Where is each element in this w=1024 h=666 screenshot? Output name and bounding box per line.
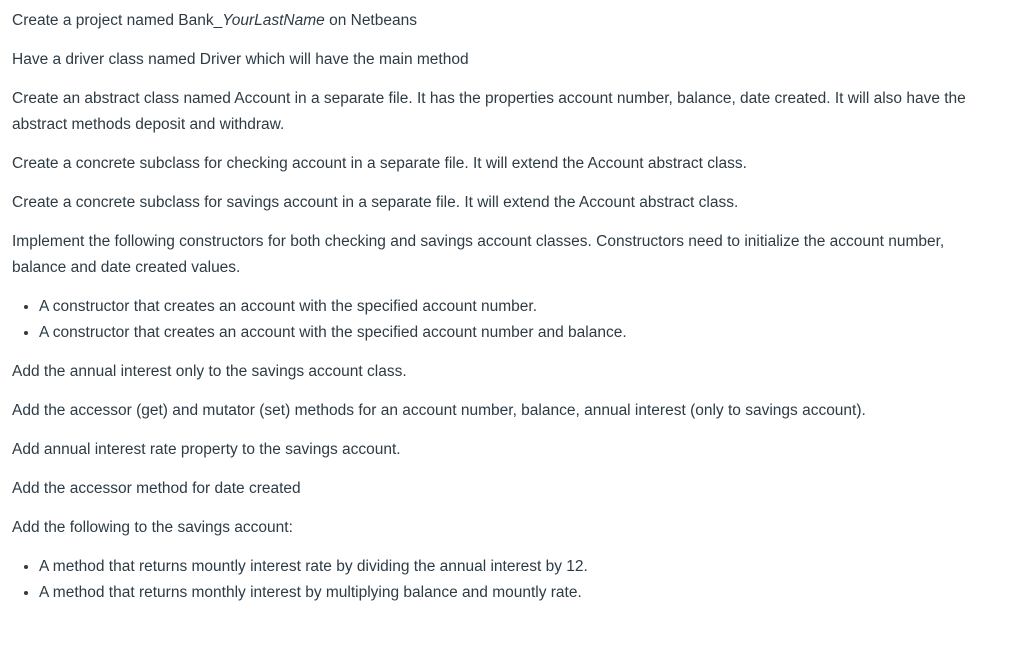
constructor-list [12, 294, 1002, 346]
instruction-abstract-account: Create an abstract class named Account in a separate file. It has the properties account number, balance, date created. It will also have the abstract methods deposit and withdraw. [12, 90, 966, 133]
list-item: • A method that returns mountly interest rate by dividing the annual interest by 12. [39, 554, 1002, 580]
instruction-accessors-mutators: Add the accessor (get) and mutator (set) methods for an account number, balance, annual interest (only to savings account). [12, 402, 866, 419]
instruction-checking-subclass: Create a concrete subclass for checking account in a separate file. It will extend the Account abstract class. [12, 155, 747, 172]
instruction-constructors: Implement the following constructors for both checking and savings account classes. Constructors need to initialize the account number, balance and date created values. [12, 233, 945, 276]
instruction-project-name-suffix: on Netbeans [324, 12, 417, 29]
instruction-project-name-italic: YourLastName [222, 12, 325, 29]
instruction-project-name-prefix: Create a project named Bank_ [12, 12, 223, 29]
instruction-savings-subclass: Create a concrete subclass for savings account in a separate file. It will extend the Account abstract class. [12, 194, 739, 211]
assignment-instructions [12, 8, 1002, 619]
instruction-driver-class: Have a driver class named Driver which will have the main method [12, 51, 469, 68]
list-item: • A method that returns monthly interest by multiplying balance and mountly rate. [39, 580, 1002, 606]
instruction-date-accessor: Add the accessor method for date created [12, 480, 301, 497]
instruction-interest-rate-property: Add annual interest rate property to the savings account. [12, 441, 401, 458]
savings-methods-list [12, 554, 1002, 606]
instruction-project-name [12, 8, 1002, 34]
instruction-savings-additions: Add the following to the savings account: [12, 519, 293, 536]
instruction-annual-interest: Add the annual interest only to the savings account class. [12, 363, 407, 380]
list-item: • A constructor that creates an account with the specified account number and balance. [39, 320, 1002, 346]
list-item: • A constructor that creates an account with the specified account number. [39, 294, 1002, 320]
